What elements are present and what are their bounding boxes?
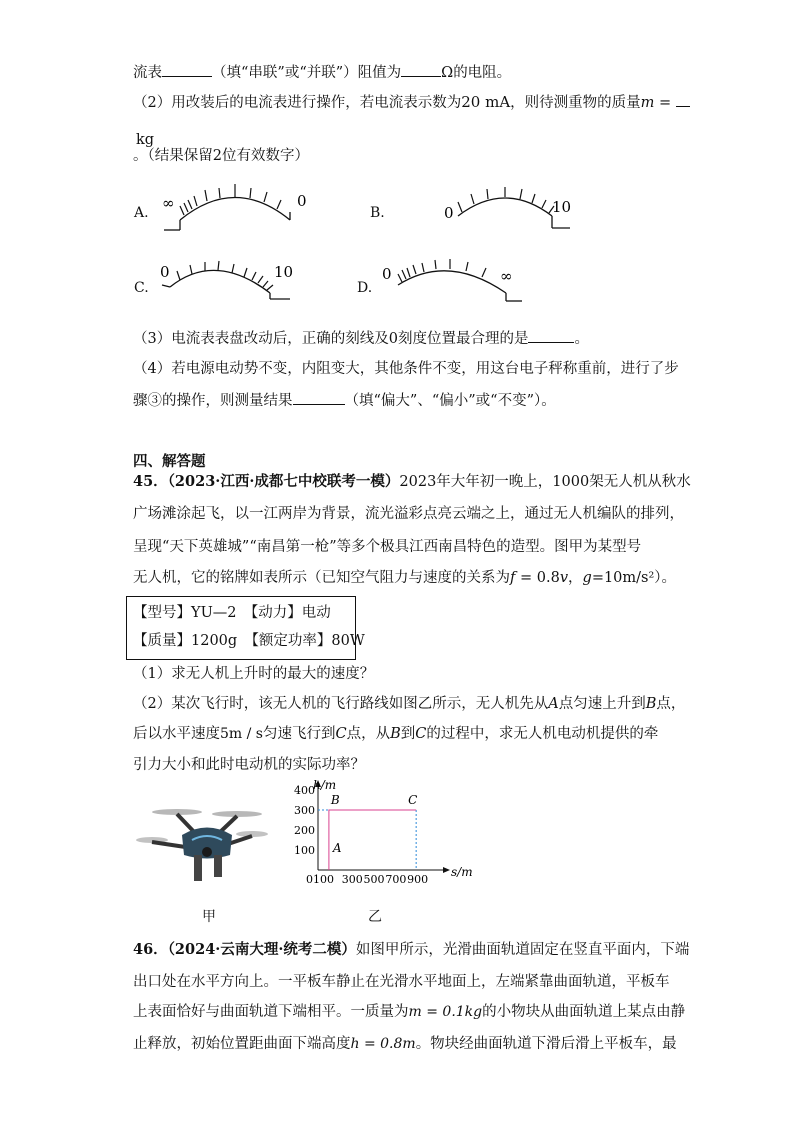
q46-line4: 止释放，初始位置距曲面下端高度h = 0.8m。物块经曲面轨道下滑后滑上平板车，最 [133, 1036, 677, 1052]
section-title: 四、解答题 [133, 453, 206, 470]
q46-number: 46． [133, 941, 168, 958]
drone-image [132, 800, 272, 890]
y-axis-label: h/m [313, 778, 337, 792]
q45-line1: 45．（2023·江西·成都七中校联考一模）2023年大年初一晚上，1000架无人机从秋水 [133, 473, 691, 490]
answer-blank[interactable] [293, 390, 345, 405]
point-label-b: B [330, 793, 340, 807]
dial-d-left: 0 [382, 265, 392, 283]
dial-a-left: ∞ [162, 194, 175, 212]
x-tick-label: 700 [385, 873, 407, 886]
x-axis-arrow [443, 867, 450, 873]
answer-blank[interactable] [162, 62, 212, 77]
q44-part4-line2: 骤③的操作，则测量结果 （填“偏大”、“偏小”或“不变”）。 [133, 390, 556, 411]
dial-d-right: ∞ [500, 267, 513, 285]
q46-line3: 上表面恰好与曲面轨道下端相平。一质量为m = 0.1kg的小物块从曲面轨道上某点由静 [133, 1004, 686, 1020]
q45-line4: 无人机，它的铭牌如表所示（已知空气阻力与速度的关系为f = 0.8v，g=10m/s²）。 [133, 570, 677, 586]
nameplate-row1: 【型号】YU—2 【动力】电动 [133, 605, 331, 621]
point-label-c: C [408, 793, 418, 807]
q46-line2: 出口处在水平方向上。一平板车静止在光滑水平地面上，左端紧靠曲面轨道，平板车 [133, 974, 670, 990]
q45-line2: 广场滩涂起飞，以一江两岸为背景，流光溢彩点亮云端之上，通过无人机编队的排列， [133, 506, 684, 522]
y-tick-label: 400 [294, 784, 315, 797]
q46-line1: 46．（2024·云南大理·统考二模）如图甲所示，光滑曲面轨道固定在竖直平面内，下端 [133, 941, 690, 958]
answer-blank[interactable] [676, 92, 690, 107]
dial-c-right: 10 [274, 263, 294, 281]
answer-blank[interactable] [528, 328, 574, 343]
dial-b-left: 0 [444, 204, 454, 222]
x-tick-label: 500 [363, 873, 385, 886]
x-tick-label: 300 [341, 873, 363, 886]
dial-a-diagram [150, 180, 320, 240]
q45-number: 45． [133, 473, 168, 490]
dial-d-diagram [378, 255, 528, 315]
option-a-label[interactable]: A. [134, 205, 149, 221]
nameplate-row2: 【质量】1200g 【额定功率】80W [133, 633, 365, 649]
dial-b-right: 10 [552, 198, 572, 216]
point-label-a: A [332, 841, 342, 855]
x-tick-label: 900 [407, 873, 429, 886]
q45-line3: 呈现“天下英雄城”“南昌第一枪”等多个极具江西南昌特色的造型。图甲为某型号 [133, 539, 642, 555]
figure-caption-right: 乙 [368, 909, 382, 925]
q45-part2-line1: （2）某次飞行时，该无人机的飞行路线如图乙所示，无人机先从A点匀速上升到B点， [133, 696, 686, 712]
dial-c-diagram [150, 255, 310, 315]
height-distance-chart [285, 778, 485, 890]
nameplate-table [126, 596, 365, 660]
figure-caption-left: 甲 [202, 909, 216, 925]
q44-part4-line1: （4）若电源电动势不变，内阻变大，其他条件不变，用这台电子秤称重前，进行了步 [133, 361, 679, 377]
dial-c-left: 0 [160, 263, 170, 281]
option-d-label[interactable]: D. [357, 280, 373, 296]
x-tick-label: 0100 [306, 873, 334, 886]
answer-blank[interactable] [401, 62, 441, 77]
option-c-label[interactable]: C. [134, 280, 149, 296]
y-tick-label: 100 [294, 844, 315, 857]
q45-part2-line3: 引力大小和此时电动机的实际功率？ [133, 757, 365, 773]
option-b-label[interactable]: B. [370, 205, 385, 221]
q44-part2b: kg [136, 132, 155, 148]
dial-b-diagram [440, 180, 580, 240]
q45-part1: （1）求无人机上升时的最大的速度？ [133, 666, 375, 682]
q44-part2: （2）用改装后的电流表进行操作，若电流表示数为20 mA，则待测重物的质量m = [133, 92, 690, 113]
x-axis-label: s/m [451, 865, 473, 879]
q46-source: （2024·云南大理·统考二模） [167, 941, 356, 958]
dial-a-right: 0 [297, 192, 307, 210]
y-tick-label: 300 [294, 804, 315, 817]
y-tick-label: 200 [294, 824, 315, 837]
q44-line1: 流表 （填“串联”或“并联”）阻值为 Ω的电阻。 [133, 62, 511, 83]
q44-part2b-text: 。（结果保留2位有效数字） [133, 148, 309, 164]
q44-part3: （3）电流表表盘改动后，正确的刻线及0刻度位置最合理的是 。 [133, 328, 589, 349]
flight-path-line [329, 810, 416, 870]
q45-part2-line2: 后以水平速度5m / s匀速飞行到C点，从B到C的过程中，求无人机电动机提供的牵 [133, 726, 659, 742]
q45-source: （2023·江西·成都七中校联考一模） [167, 473, 400, 490]
